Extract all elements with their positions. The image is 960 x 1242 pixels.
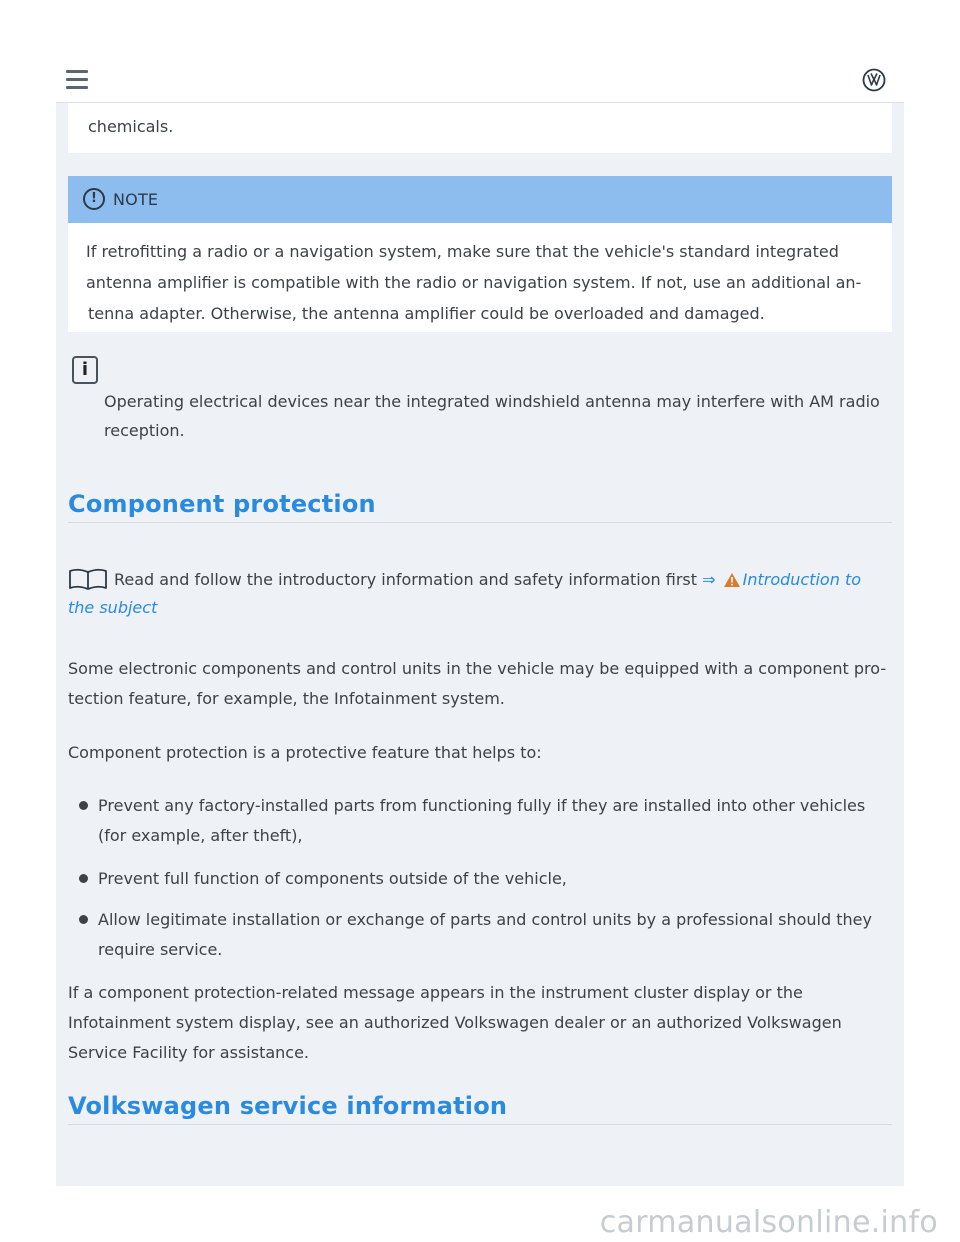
volkswagen-service-heading: Volkswagen service information bbox=[68, 1092, 508, 1120]
reference-arrow: ⇒ bbox=[702, 570, 716, 589]
intro-text: Read and follow the introductory information and safety information first bbox=[114, 570, 698, 589]
vw-logo-icon[interactable] bbox=[862, 68, 886, 92]
note-text bbox=[86, 236, 876, 329]
note-body bbox=[68, 223, 892, 332]
previous-box-last-line: chemicals. bbox=[88, 117, 174, 136]
note-text-main: If retrofitting a radio or a navigation system, make sure that the vehicle's standard integrated antenna amplifier is compatible with the radio or navigation system. If not, use an additional an- bbox=[86, 242, 862, 292]
list-item-text: Allow legitimate installation or exchange of parts and control units by a professional should they require service. bbox=[98, 910, 872, 959]
previous-note-box bbox=[68, 102, 892, 153]
bullet-dot bbox=[79, 915, 88, 924]
list-item bbox=[98, 905, 888, 965]
list-item bbox=[98, 791, 888, 851]
note-header bbox=[68, 176, 892, 223]
bullet-dot bbox=[79, 874, 88, 883]
heading-divider bbox=[68, 522, 892, 523]
note-title: NOTE bbox=[113, 190, 159, 209]
bullet-dot bbox=[79, 801, 88, 810]
intro-line bbox=[68, 566, 892, 622]
book-icon bbox=[68, 568, 108, 590]
warning-triangle-icon bbox=[723, 572, 741, 588]
paragraph-component-protection: Some electronic components and control units in the vehicle may be equipped with a component pro-tection feature, for example, the Infotainment system. bbox=[68, 659, 887, 708]
info-text: Operating electrical devices near the integrated windshield antenna may interfere with AM radio reception. bbox=[104, 392, 880, 440]
note-text-cont: tenna adapter. Otherwise, the antenna amplifier could be overloaded and damaged. bbox=[88, 304, 765, 323]
list-item-text: Prevent any factory-installed parts from functioning fully if they are installed into other vehicles (for example, after theft), bbox=[98, 796, 866, 845]
introduction-link[interactable]: Introduction to the subject bbox=[68, 570, 861, 617]
paragraph-message-assistance: If a component protection-related message appears in the instrument cluster display or the Infotainment system display, see an authorized Volkswagen dealer or an authorized Volkswagen Service Facility for assistance. bbox=[68, 983, 842, 1062]
heading-divider bbox=[68, 1124, 892, 1125]
list-item bbox=[98, 864, 888, 894]
paragraph-helps-to: Component protection is a protective feature that helps to: bbox=[68, 743, 542, 762]
top-bar bbox=[56, 58, 904, 103]
component-protection-heading: Component protection bbox=[68, 490, 376, 518]
watermark: carmanualsonline.info bbox=[599, 1205, 938, 1240]
exclamation-circle-icon: ! bbox=[83, 188, 105, 210]
list-item-text: Prevent full function of components outside of the vehicle, bbox=[98, 869, 567, 888]
hamburger-menu-icon[interactable] bbox=[66, 70, 88, 90]
info-icon: i bbox=[72, 356, 98, 384]
